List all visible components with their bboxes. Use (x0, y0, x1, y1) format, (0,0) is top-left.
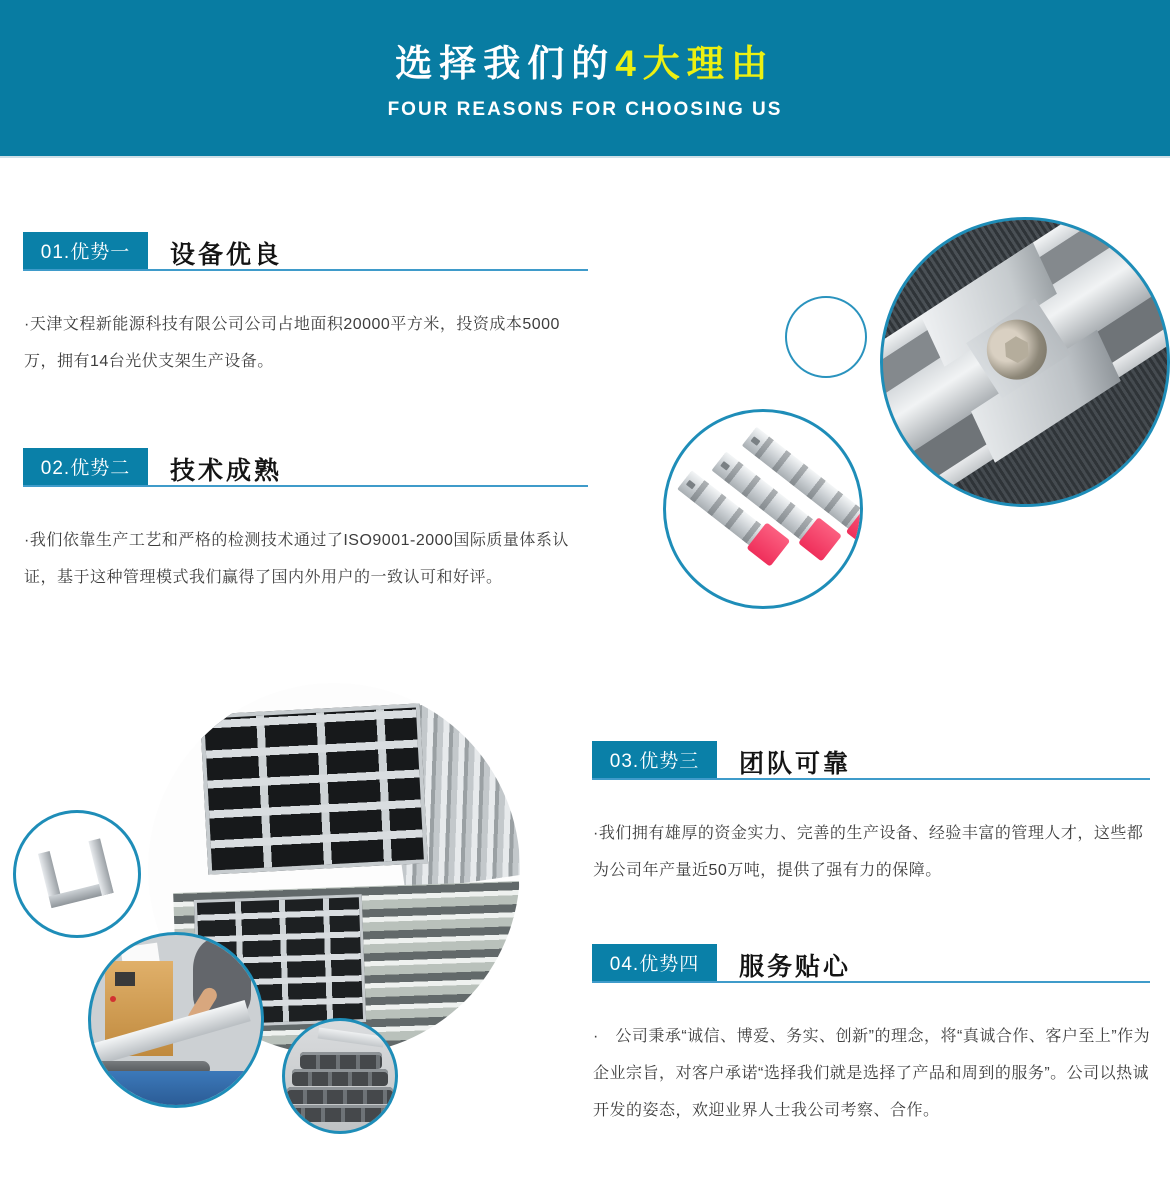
advantage-body-4: · 公司秉承“诚信、博爱、务实、创新”的理念，将“真诚合作、客户至上”作为企业宗旨，对客户承诺“选择我们就是选择了产品和周到的服务”。公司以热诚开发的姿态，欢迎业界人士我公司考察、合作。 (593, 1028, 1151, 1119)
red-end-cap (746, 522, 790, 566)
section-underline (23, 485, 588, 487)
solar-clamp-photo-inner (880, 217, 1170, 507)
mount-hole (686, 480, 696, 490)
advantage-section-2 (23, 448, 588, 618)
advantage-section-3 (592, 741, 1150, 911)
advantage-title-1: 设备优良 (170, 241, 283, 269)
u-channel-drawing (16, 813, 138, 935)
machine-button (110, 996, 116, 1002)
red-end-cap (798, 517, 842, 561)
page-subtitle: FOUR REASONS FOR CHOOSING US (387, 99, 783, 120)
section-underline (592, 981, 1150, 983)
u-channel-photo-circle (13, 810, 141, 938)
section-underline (592, 778, 1150, 780)
mount-hole (750, 436, 760, 446)
advantage-body-3: ·我们拥有雄厚的资金实力、完善的生产设备、经验丰富的管理人才，这些都为公司年产量近50万吨，提供了强有力的保障。 (593, 825, 1144, 879)
mount-hole (720, 461, 730, 471)
advantage-badge-1: 01.优势一 (23, 232, 148, 269)
machine-base (91, 1071, 261, 1105)
advantage-badge-4: 04.优势四 (592, 944, 717, 981)
bundle-row (300, 1052, 381, 1069)
page-title-main: 选择我们的 (395, 43, 616, 84)
bundle-row (287, 1087, 393, 1104)
machine-panel (115, 972, 135, 986)
red-end-cap (846, 506, 863, 550)
advantage-section-1 (23, 232, 588, 402)
advantage-title-3: 团队可靠 (739, 750, 852, 778)
header-band (0, 0, 1170, 158)
page-title-highlight: 4大理由 (615, 43, 775, 84)
tube-ends-grid-upper (200, 703, 428, 874)
bundle-row (285, 1105, 395, 1122)
bundles-photo-circle (282, 1018, 398, 1134)
advantage-section-4 (592, 944, 1150, 1134)
section-underline (23, 269, 588, 271)
plank (318, 1027, 385, 1047)
advantage-body-1: ·天津文程新能源科技有限公司公司占地面积20000平方米，投资成本5000万，拥有14台光伏支架生产设备。 (24, 316, 560, 370)
page-title (395, 44, 775, 84)
advantage-title-2: 技术成熟 (170, 457, 283, 485)
empty-circle-decoration (785, 296, 867, 378)
solar-clamp-photo-circle (880, 217, 1170, 507)
advantage-badge-3: 03.优势三 (592, 741, 717, 778)
advantage-badge-2: 02.优势二 (23, 448, 148, 485)
bundle-row (292, 1069, 389, 1086)
machine-photo-circle (88, 932, 264, 1108)
red-cap-brackets-photo-circle (663, 409, 863, 609)
advantage-body-2: ·我们依靠生产工艺和严格的检测技术通过了ISO9001-2000国际质量体系认证，基于这种管理模式我们赢得了国内外用户的一致认可和好评。 (24, 532, 569, 586)
advantage-title-4: 服务贴心 (739, 953, 852, 981)
